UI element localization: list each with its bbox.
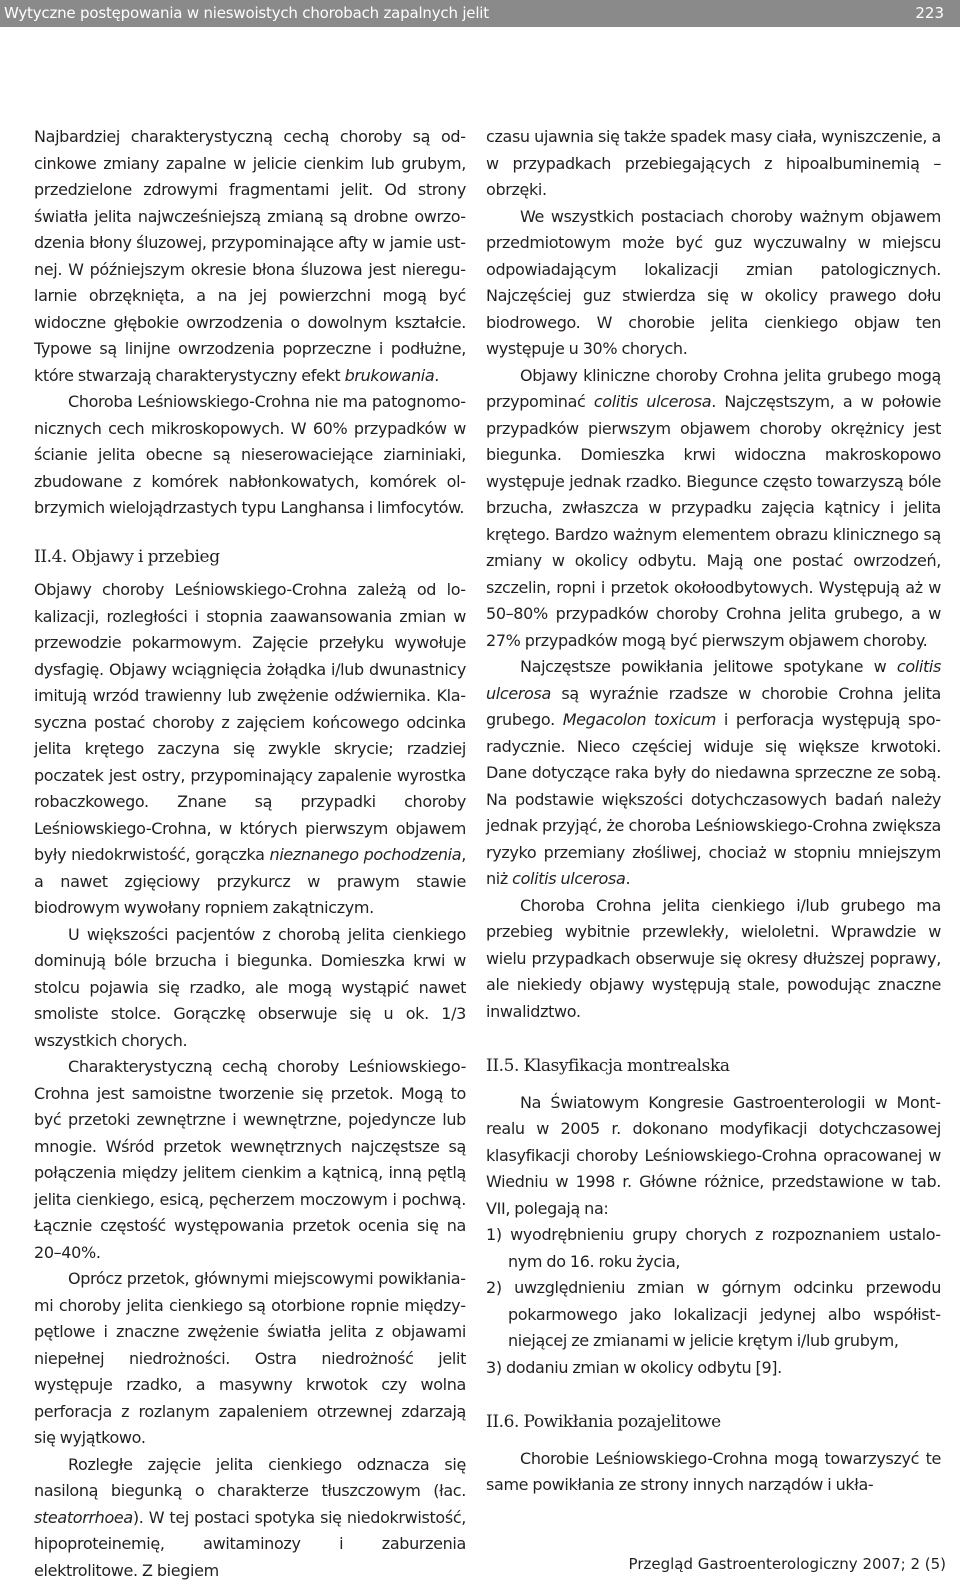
paragraph: Charakterystyczną cechą choroby Leśniowskiego-Crohna jest samoistne tworzenie się przetok. Mogą to być przetoki zewnętrzne i wewnętrzne, pojedyncze lub mnogie. Wśród przetok wewnętrznych najczęstsze są połączenia między jelitem cienkim a kątnicą, inną pętlą jelita cienkiego, esicą, pęcherzem moczowym i pochwą. Łącznie częstość występowania przetok ocenia się na 20–40%. (34, 1057, 466, 1262)
section-heading: II.5. Klasyfikacja montrealska (486, 1056, 730, 1076)
paragraph: Choroba Crohna jelita cienkiego i/lub grubego ma przebieg wybitnie przewlekły, wieloletni. Wprawdzie w wielu przypadkach obserwuje się okresy dłuższej poprawy, ale niekiedy objawy występują stale, powodując znaczne inwalidztwo. (486, 895, 941, 1021)
paragraph: Na Światowym Kongresie Gastroenterologii w Montrealu w 2005 r. dokonano modyfikacji dotychczasowej klasyfikacji choroby Leśniowskiego-Crohna opracowanej w Wiedniu w 1998 r. Główne różnice, przedstawione w tab. VII, polegają na: (486, 1092, 941, 1218)
paragraph: Rozległe zajęcie jelita cienkiego odznacza się nasiloną biegunką o charakterze tłuszczowym (łac. steatorrhoea). W tej postaci spotyka się niedokrwistość, hipoproteinemię, awitaminozy i zaburzenia elektrolitowe. Z biegiem (34, 1454, 466, 1580)
paragraph: Objawy choroby Leśniowskiego-Crohna zależą od lokalizacji, rozległości i stopnia zaawansowania zmian w przewodzie pokarmowym. Zajęcie przełyku wywołuje dysfagię. Objawy wciągnięcia żołądka i/lub dwunastnicy imitują wrzód trawienny lub zwężenie odźwiernika. Klasyczna postać choroby z zajęciem końcowego odcinka jelita krętego zaczyna się zwykle skrycie; rzadziej poczatek jest ostry, przypominający zapalenie wyrostka robaczkowego. Znane są przypadki choroby Leśniowskiego-Crohna, w których pierwszym objawem były niedokrwistość, gorączka nieznanego pochodzenia, a nawet zgięciowy przykurcz w prawym stawie biodrowym wywołany ropniem zakątniczym. (34, 580, 466, 917)
section-heading: II.4. Objawy i przebieg (34, 546, 220, 567)
paragraph: Najczęstsze powikłania jelitowe spotykane w colitis ulcerosa są wyraźnie rzadsze w chorobie Crohna jelita grubego. Megacolon toxicum i perforacja występują sporadycznie. Nieco częściej widuje się większe krwotoki. Dane dotyczące raka były do niedawna sprzeczne ze sobą. Na podstawie większości dotychczasowych badań należy jednak przyjąć, że choroba Leśniowskiego-Crohna zwiększa ryzyko przemiany złośliwej, chociaż w stopniu mniejszym niż colitis ulcerosa. (486, 657, 942, 888)
paragraph: Chorobie Leśniowskiego-Crohna mogą towarzyszyć te same powikłania ze strony innych narządów i ukła- (486, 1448, 941, 1494)
running-title: Wytyczne postępowania w nieswoistych chorobach zapalnych jelit (4, 4, 489, 22)
page-number: 223 (915, 4, 944, 22)
list (486, 1222, 941, 1381)
paragraph: Objawy kliniczne choroby Crohna jelita grubego mogą przypominać colitis ulcerosa. Najczęstszym, a w połowie przypadków pierwszym objawem choroby okrężnicy jest biegunka. Domieszka krwi widoczna makroskopowo występuje jednak rzadko. Biegunce często towarzyszą bóle brzucha, zwłaszcza w przypadku zajęcia kątnicy i jelita krętego. Bardzo ważnym elementem obrazu klinicznego są zmiany w okolicy odbytu. Mają one postać owrzodzeń, szczelin, ropni i przetok okołoodbytowych. Występują aż w 50–80% przypadków choroby Crohna jelita grubego, a w 27% przypadków mogą być pierwszym objawem choroby. (486, 365, 941, 650)
paragraph: U większości pacjentów z chorobą jelita cienkiego dominują bóle brzucha i biegunka. Domieszka krwi w stolcu pojawia się rzadko, ale mogą wystąpić nawet smoliste stolce. Gorączkę obserwuje się u ok. 1/3 wszystkich chorych. (34, 924, 466, 1050)
paragraph: We wszystkich postaciach choroby ważnym objawem przedmiotowym może być guz wyczuwalny w miejscu odpowiadającym lokalizacji zmian patologicznych. Najczęściej guz stwierdza się w okolicy prawego dołu biodrowego. W chorobie jelita cienkiego objaw ten występuje u 30% chorych. (486, 206, 941, 358)
running-header (0, 0, 960, 27)
paragraph: Najbardziej charakterystyczną cechą choroby są odcinkowe zmiany zapalne w jelicie cienkim lub grubym, przedzielone zdrowymi fragmentami jelit. Od strony światła jelita najwcześniejszą zmianą są drobne owrzodzenia błony śluzowej, przypominające afty w jamie ustnej. W późniejszym okresie błona śluzowa jest nieregularnie obrzęknięta, a na jej powierzchni mogą być widoczne głębokie owrzodzenia o dowolnym kształcie. Typowe są linijne owrzodzenia poprzeczne i podłużne, które stwarzają charakterystyczny efekt brukowania. (34, 127, 466, 385)
section-heading: II.6. Powikłania pozajelitowe (486, 1412, 721, 1432)
paragraph: czasu ujawnia się także spadek masy ciała, wyniszczenie, a w przypadkach przebiegających z hipoalbuminemią – obrzęki. (486, 127, 941, 199)
right-column (486, 124, 941, 1499)
paragraph: Choroba Leśniowskiego-Crohna nie ma patognomonicznych cech mikroskopowych. W 60% przypadków w ścianie jelita obecne są nieserowaciejące ziarniniaki, zbudowane z komórek nabłonkowatych, komórek olbrzymich wielojądrzastych typu Langhansa i limfocytów. (34, 392, 466, 517)
paragraph: Oprócz przetok, głównymi miejscowymi powikłaniami choroby jelita cienkiego są otorbione ropnie międzypętlowe i znaczne zwężenie światła jelita z objawami niepełnej niedrożności. Ostra niedrożność jelit występuje rzadko, a masywny krwotok czy wolna perforacja z rozlanym zapaleniem otrzewnej zdarzają się wyjątkowo. (34, 1269, 466, 1447)
list-item: 2) uwzględnieniu zmian w górnym odcinku przewodu pokarmowego jako lokalizacji jedynej albo współistniejącej ze zmianami w jelicie krętym i/lub grubym, (486, 1278, 941, 1350)
list-item: 1) wyodrębnieniu grupy chorych z rozpoznaniem ustalonym do 16. roku życia, (486, 1225, 941, 1271)
list-item: 3) dodaniu zmian w okolicy odbytu [9]. (486, 1357, 782, 1377)
left-column (34, 124, 466, 1584)
journal-footer: Przegląd Gastroenterologiczny 2007; 2 (5) (628, 1555, 946, 1573)
